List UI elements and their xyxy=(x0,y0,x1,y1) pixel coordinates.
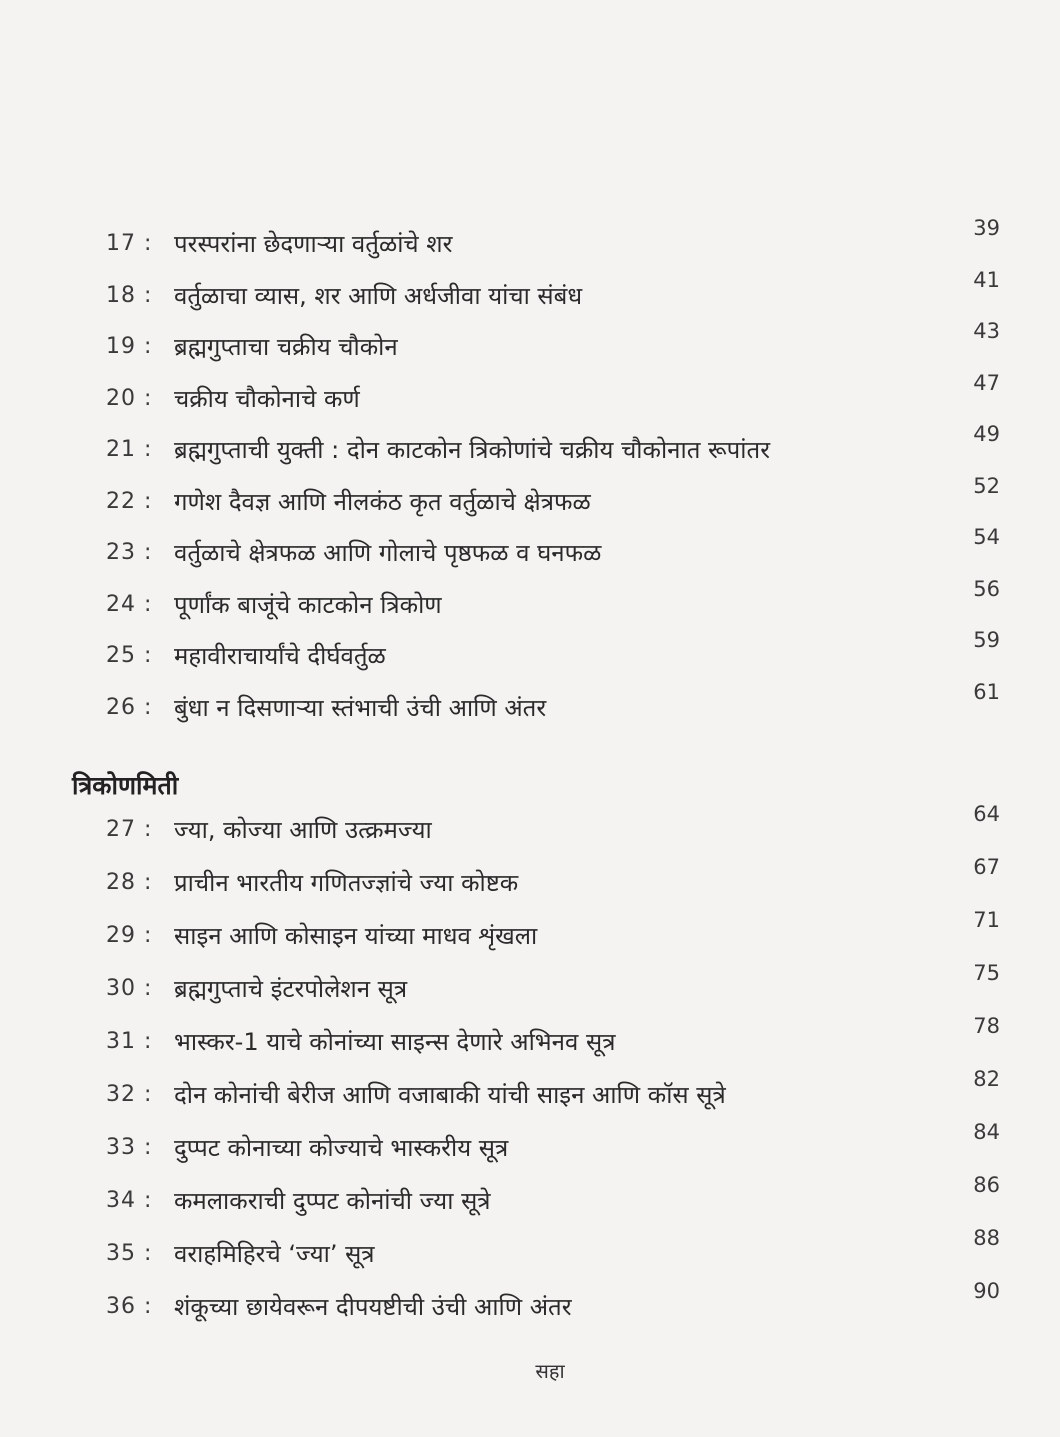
toc-entry-number: 21 : xyxy=(106,437,153,462)
toc-entry-number: 29 : xyxy=(106,923,153,948)
toc-entry xyxy=(0,422,1060,472)
toc-entry-number: 26 : xyxy=(106,694,153,720)
toc-entry xyxy=(0,1226,1060,1276)
toc-entry-page: 49 xyxy=(973,422,1000,446)
toc-entry xyxy=(0,802,1060,852)
toc-entry-number: 30 : xyxy=(106,976,153,1001)
toc-entry xyxy=(0,628,1060,678)
toc-entry-page: 52 xyxy=(973,473,1000,498)
toc-entry-page: 43 xyxy=(973,319,1000,343)
toc-entry-page: 88 xyxy=(973,1226,1000,1250)
toc-entry-page: 39 xyxy=(973,216,1000,240)
toc-entry-number: 22 : xyxy=(106,488,153,514)
toc-entry xyxy=(0,1014,1060,1064)
toc-entry-number: 18 : xyxy=(106,282,153,308)
toc-entry-number: 34 : xyxy=(106,1188,153,1213)
toc-entry-number: 28 : xyxy=(106,870,153,895)
toc-entry xyxy=(0,370,1060,421)
toc-entry-title: ब्रह्मगुप्ताचे इंटरपोलेशन सूत्र xyxy=(174,975,408,1003)
toc-entry-number: 23 : xyxy=(106,540,153,565)
toc-entry xyxy=(0,908,1060,958)
toc-entry-page: 59 xyxy=(973,628,1000,652)
toc-entry xyxy=(0,855,1060,905)
toc-entry xyxy=(0,961,1060,1011)
toc-entry-page: 47 xyxy=(973,370,1000,395)
toc-entry-page: 90 xyxy=(973,1279,1000,1303)
toc-entry-page: 78 xyxy=(973,1014,1000,1038)
toc-entry xyxy=(0,525,1060,575)
toc-entry-page: 71 xyxy=(973,908,1000,932)
section-heading: त्रिकोणमिती xyxy=(72,771,179,800)
toc-entry xyxy=(0,1279,1060,1329)
toc-entry-number: 31 : xyxy=(106,1029,153,1054)
toc-entry-title: महावीराचार्यांचे दीर्घवर्तुळ xyxy=(174,642,386,670)
toc-entry-title: शंकूच्या छायेवरून दीपयष्टीची उंची आणि अंतर xyxy=(174,1293,572,1321)
toc-entry-page: 82 xyxy=(973,1067,1000,1091)
toc-entry-page: 86 xyxy=(973,1173,1000,1197)
toc-entry-page: 67 xyxy=(973,855,1000,879)
toc-entry xyxy=(0,473,1060,524)
toc-entry-number: 36 : xyxy=(106,1294,153,1319)
toc-entry xyxy=(0,319,1060,369)
toc-entry-title: कमलाकराची दुप्पट कोनांची ज्या सूत्रे xyxy=(174,1187,491,1215)
toc-entry xyxy=(0,1067,1060,1117)
toc-entry-title: वराहमिहिरचे ‘ज्या’ सूत्र xyxy=(174,1240,375,1268)
toc-entry-title: साइन आणि कोसाइन यांच्या माधव शृंखला xyxy=(174,922,538,950)
toc-entry-title: दोन कोनांची बेरीज आणि वजाबाकी यांची साइन आणि कॉस सूत्रे xyxy=(174,1081,726,1109)
toc-entry xyxy=(0,1120,1060,1170)
toc-entry-title: वर्तुळाचे क्षेत्रफळ आणि गोलाचे पृष्ठफळ व घनफळ xyxy=(174,539,602,567)
toc-entry-page: 75 xyxy=(973,961,1000,985)
toc-entry-number: 20 : xyxy=(106,385,153,411)
toc-entry-number: 27 : xyxy=(106,817,153,842)
toc-entry-title: ज्या, कोज्या आणि उत्क्रमज्या xyxy=(174,816,432,844)
toc-entry-number: 32 : xyxy=(106,1082,153,1107)
toc-entry xyxy=(0,576,1060,627)
toc-entry-title: भास्कर-1 याचे कोनांच्या साइन्स देणारे अभिनव सूत्र xyxy=(174,1028,616,1056)
toc-entry-title: वर्तुळाचा व्यास, शर आणि अर्धजीवा यांचा संबंध xyxy=(174,281,583,310)
toc-entry-title: ब्रह्मगुप्ताची युक्ती : दोन काटकोन त्रिकोणांचे चक्रीय चौकोनात रूपांतर xyxy=(174,436,771,464)
toc-entry-number: 33 : xyxy=(106,1135,153,1160)
toc-entry xyxy=(0,267,1060,318)
toc-entry-title: गणेश दैवज्ञ आणि नीलकंठ कृत वर्तुळाचे क्षेत्रफळ xyxy=(174,487,591,516)
toc-entry-title: चक्रीय चौकोनाचे कर्ण xyxy=(174,384,360,413)
toc-entry-page: 54 xyxy=(973,525,1000,549)
toc-entry-title: परस्परांना छेदणाऱ्या वर्तुळांचे शर xyxy=(174,230,453,258)
toc-entry-page: 56 xyxy=(973,576,1000,601)
toc-entry xyxy=(0,679,1060,730)
toc-entry-title: ब्रह्मगुप्ताचा चक्रीय चौकोन xyxy=(174,333,398,361)
footer-page-number: सहा xyxy=(535,1359,565,1383)
toc-entry-title: बुंधा न दिसणाऱ्या स्तंभाची उंची आणि अंतर xyxy=(174,693,547,722)
toc-entry xyxy=(0,1173,1060,1223)
toc-entry-title: दुप्पट कोनाच्या कोज्याचे भास्करीय सूत्र xyxy=(174,1134,509,1162)
toc-entry-page: 61 xyxy=(973,679,1000,704)
toc-entry xyxy=(0,216,1060,266)
toc-entry-number: 25 : xyxy=(106,643,153,668)
toc-entry-number: 19 : xyxy=(106,334,153,359)
toc-entry-title: प्राचीन भारतीय गणितज्ज्ञांचे ज्या कोष्टक xyxy=(174,869,519,897)
toc-entry-number: 17 : xyxy=(106,231,153,256)
toc-entry-page: 84 xyxy=(973,1120,1000,1144)
toc-entry-title: पूर्णांक बाजूंचे काटकोन त्रिकोण xyxy=(174,590,442,619)
toc-entry-page: 41 xyxy=(973,267,1000,292)
toc-entry-number: 35 : xyxy=(106,1241,153,1266)
toc-entry-page: 64 xyxy=(973,802,1000,826)
toc-entry-number: 24 : xyxy=(106,591,153,617)
